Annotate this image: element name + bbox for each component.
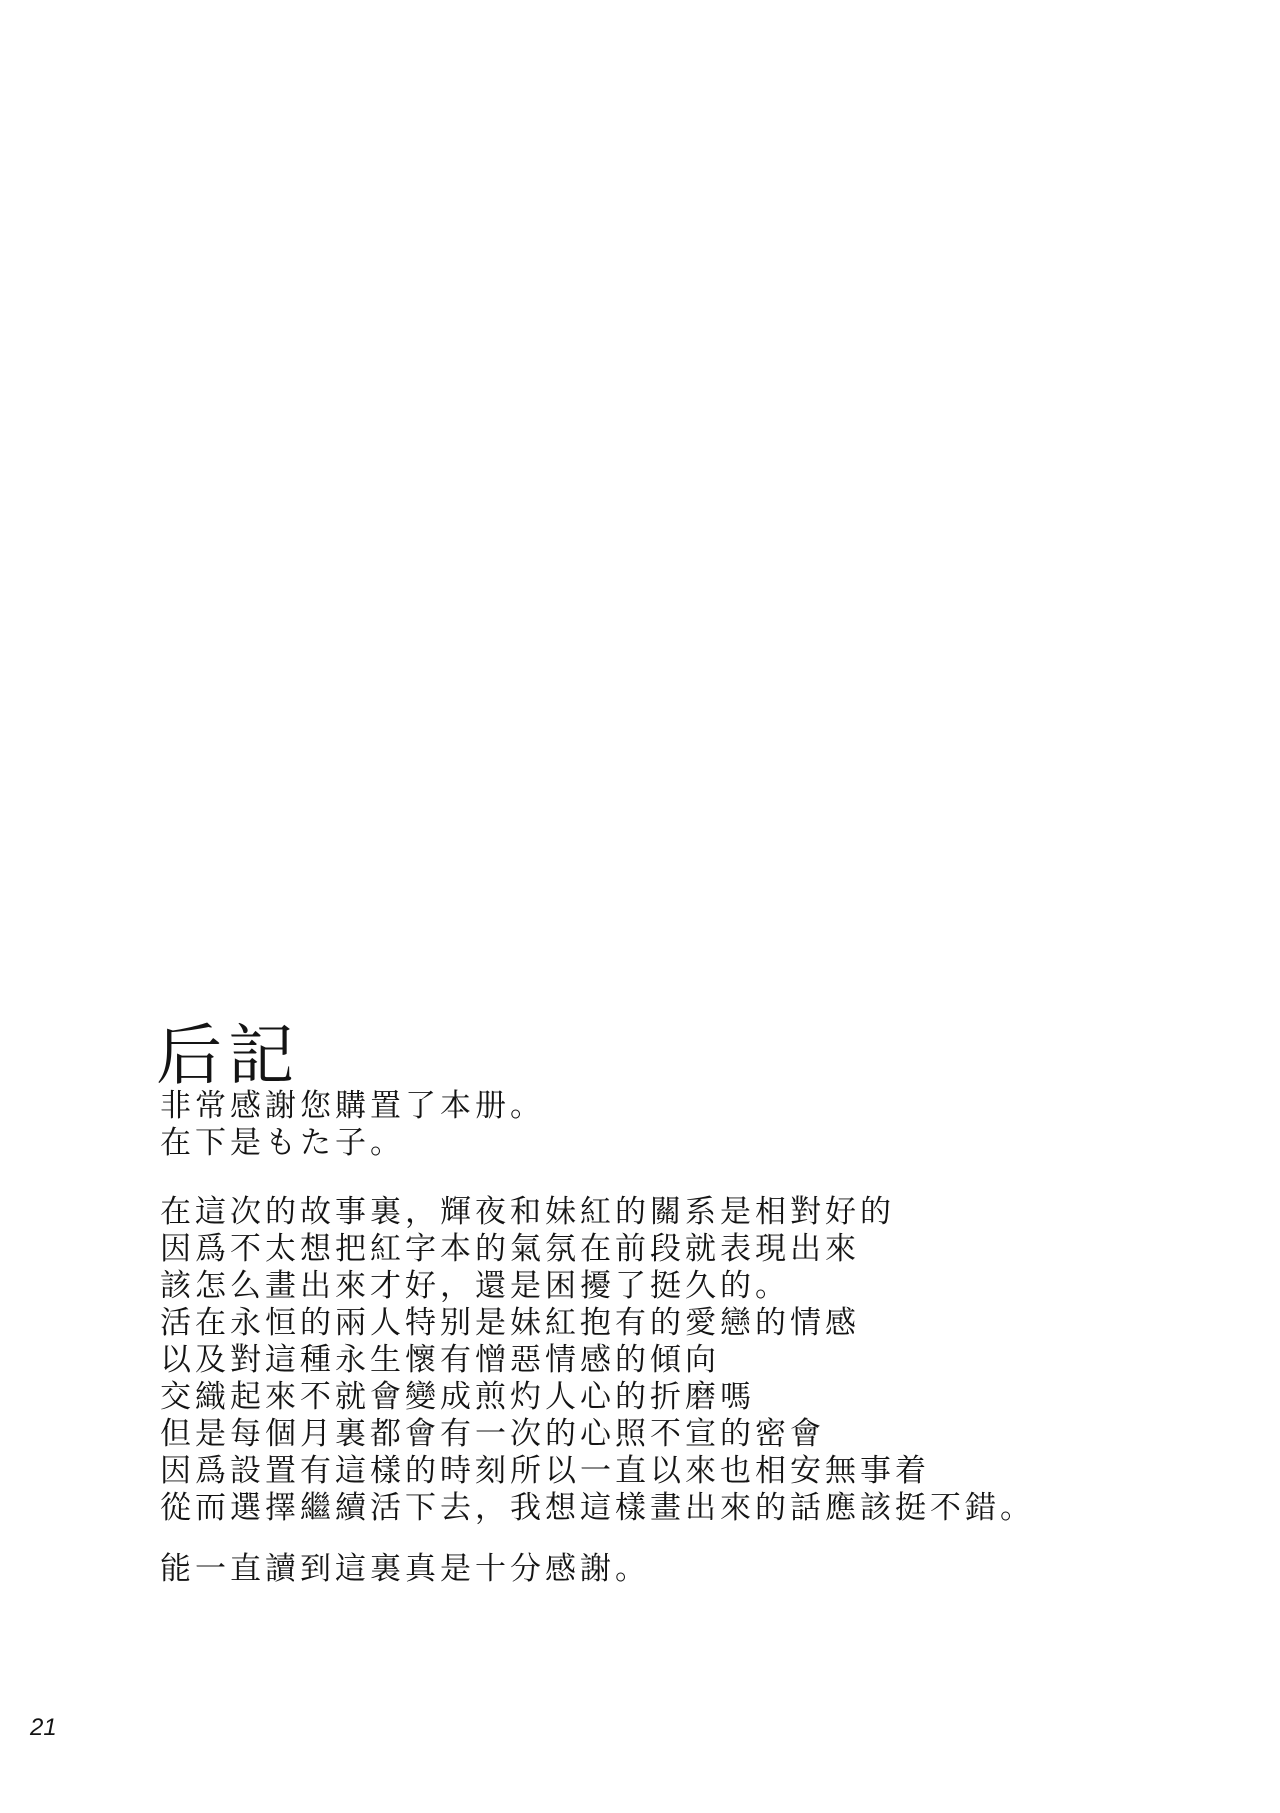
text-line: 以及對這種永生懷有憎惡情感的傾向 xyxy=(160,1342,720,1378)
text-line: 在下是もた子。 xyxy=(160,1125,405,1161)
text-line: 在這次的故事裏，輝夜和妹紅的關系是相對好的 xyxy=(160,1194,895,1230)
text-line: 非常感謝您購置了本册。 xyxy=(160,1088,545,1124)
page-number: 21 xyxy=(30,1714,57,1741)
text-line: 交織起來不就會變成煎灼人心的折磨嗎 xyxy=(160,1379,755,1415)
closing-paragraph xyxy=(160,1551,650,1588)
text-line: 但是每個月裏都會有一次的心照不宣的密會 xyxy=(160,1416,825,1452)
text-line: 從而選擇繼續活下去，我想這樣畫出來的話應該挺不錯。 xyxy=(160,1490,1035,1526)
text-line: 活在永恒的兩人特别是妹紅抱有的愛戀的情感 xyxy=(160,1305,860,1341)
story-notes-paragraph xyxy=(160,1194,1035,1527)
greeting-paragraph xyxy=(160,1088,545,1162)
text-line: 因爲設置有這樣的時刻所以一直以來也相安無事着 xyxy=(160,1453,930,1489)
text-line: 該怎么畫出來才好，還是困擾了挺久的。 xyxy=(160,1268,790,1304)
text-line: 能一直讀到這裏真是十分感謝。 xyxy=(160,1551,650,1587)
page-title: 后記 xyxy=(156,1017,300,1095)
text-line: 因爲不太想把紅字本的氣氛在前段就表現出來 xyxy=(160,1231,860,1267)
